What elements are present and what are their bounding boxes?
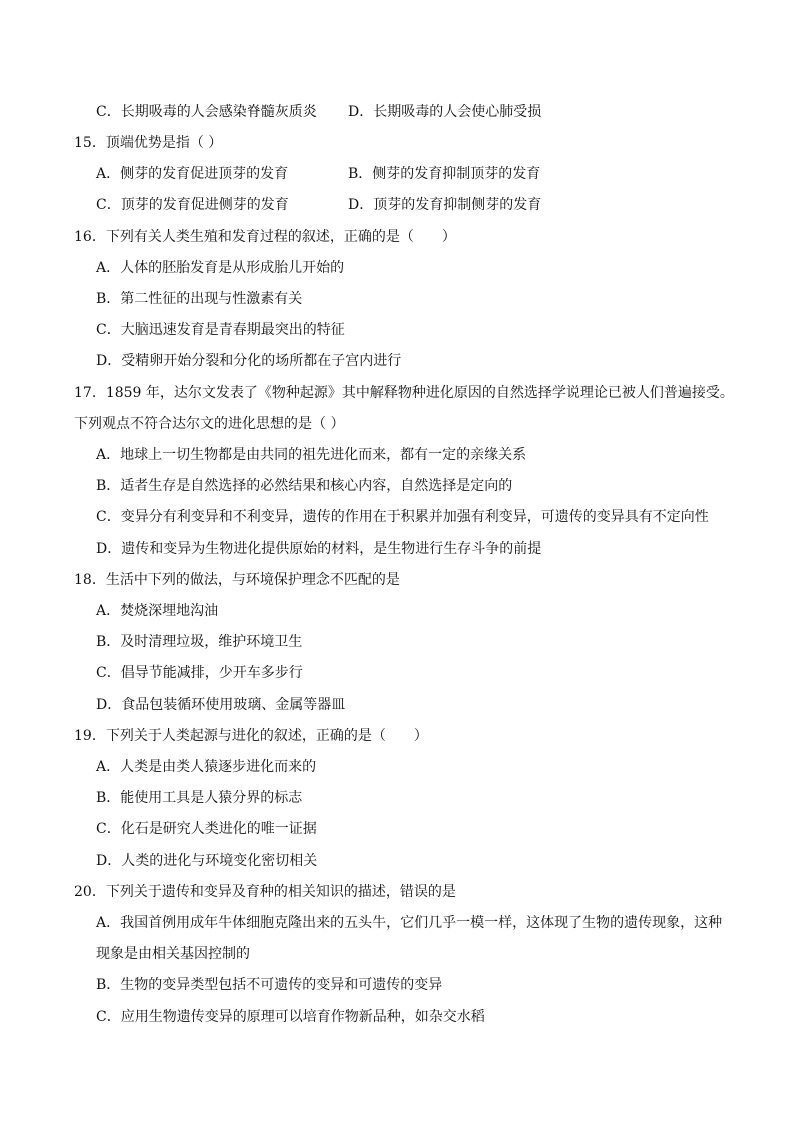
question-17-option-c: C．变异分有利变异和不利变异，遗传的作用在于积累并加强有利变异，可遗传的变异具有不定向性 (96, 509, 709, 525)
question-15-option-c: C．顶芽的发育促进侧芽的发育 (96, 197, 289, 213)
question-20-option-c: C．应用生物遗传变异的原理可以培育作物新品种，如杂交水稻 (96, 1009, 485, 1025)
question-18-option-a: A．焚烧深埋地沟油 (96, 603, 219, 619)
question-16: 16．下列有关人类生殖和发育过程的叙述，正确的是（ ） (74, 229, 456, 245)
question-17-option-b: B．适者生存是自然选择的必然结果和核心内容，自然选择是定向的 (96, 478, 513, 494)
question-15-option-b: B．侧芽的发育抑制顶芽的发育 (348, 166, 541, 182)
question-17-line-2: 下列观点不符合达尔文的进化思想的是（ ） (74, 416, 345, 432)
question-19-option-d: D．人类的进化与环境变化密切相关 (96, 853, 318, 869)
question-17-line-1: 17．1859 年，达尔文发表了《物种起源》其中解释物种进化原因的自然选择学说理论已被人们普遍接受。 (74, 385, 734, 401)
option-c-previous: C．长期吸毒的人会感染脊髓灰质炎 (96, 104, 317, 120)
question-16-option-b: B．第二性征的出现与性激素有关 (96, 291, 303, 307)
question-19-option-a: A．人类是由类人猿逐步进化而来的 (96, 759, 317, 775)
question-16-option-c: C．大脑迅速发育是青春期最突出的特征 (96, 322, 345, 338)
question-18: 18．生活中下列的做法，与环境保护理念不匹配的是 (74, 572, 400, 588)
question-19-option-c: C．化石是研究人类进化的唯一证据 (96, 821, 317, 837)
question-18-option-d: D．食品包装循环使用玻璃、金属等器皿 (96, 697, 346, 713)
question-19: 19．下列关于人类起源与进化的叙述，正确的是（ ） (74, 728, 428, 744)
question-20-option-b: B．生物的变异类型包括不可遗传的变异和可遗传的变异 (96, 977, 443, 993)
question-15: 15．顶端优势是指（ ） (74, 135, 223, 151)
question-19-option-b: B．能使用工具是人猿分界的标志 (96, 790, 303, 806)
question-17-option-d: D．遗传和变异为生物进化提供原始的材料，是生物进行生存斗争的前提 (96, 541, 542, 557)
option-d-previous: D．长期吸毒的人会使心肺受损 (348, 104, 542, 120)
question-15-option-d: D．顶芽的发育抑制侧芽的发育 (348, 197, 542, 213)
question-20-option-a-line-1: A．我国首例用成年牛体细胞克隆出来的五头牛，它们几乎一模一样，这体现了生物的遗传现象，这种 (96, 915, 723, 931)
question-16-option-a: A．人体的胚胎发育是从形成胎儿开始的 (96, 260, 345, 276)
question-15-option-a: A．侧芽的发育促进顶芽的发育 (96, 166, 289, 182)
question-17-option-a: A．地球上一切生物都是由共同的祖先进化而来，都有一定的亲缘关系 (96, 447, 527, 463)
question-20: 20．下列关于遗传和变异及育种的相关知识的描述，错误的是 (74, 884, 456, 900)
question-18-option-b: B．及时清理垃圾，维护环境卫生 (96, 634, 303, 650)
question-16-option-d: D．受精卵开始分裂和分化的场所都在子宫内进行 (96, 353, 402, 369)
question-18-option-c: C．倡导节能减排，少开车多步行 (96, 665, 303, 681)
question-20-option-a-line-2: 现象是由相关基因控制的 (96, 946, 250, 962)
